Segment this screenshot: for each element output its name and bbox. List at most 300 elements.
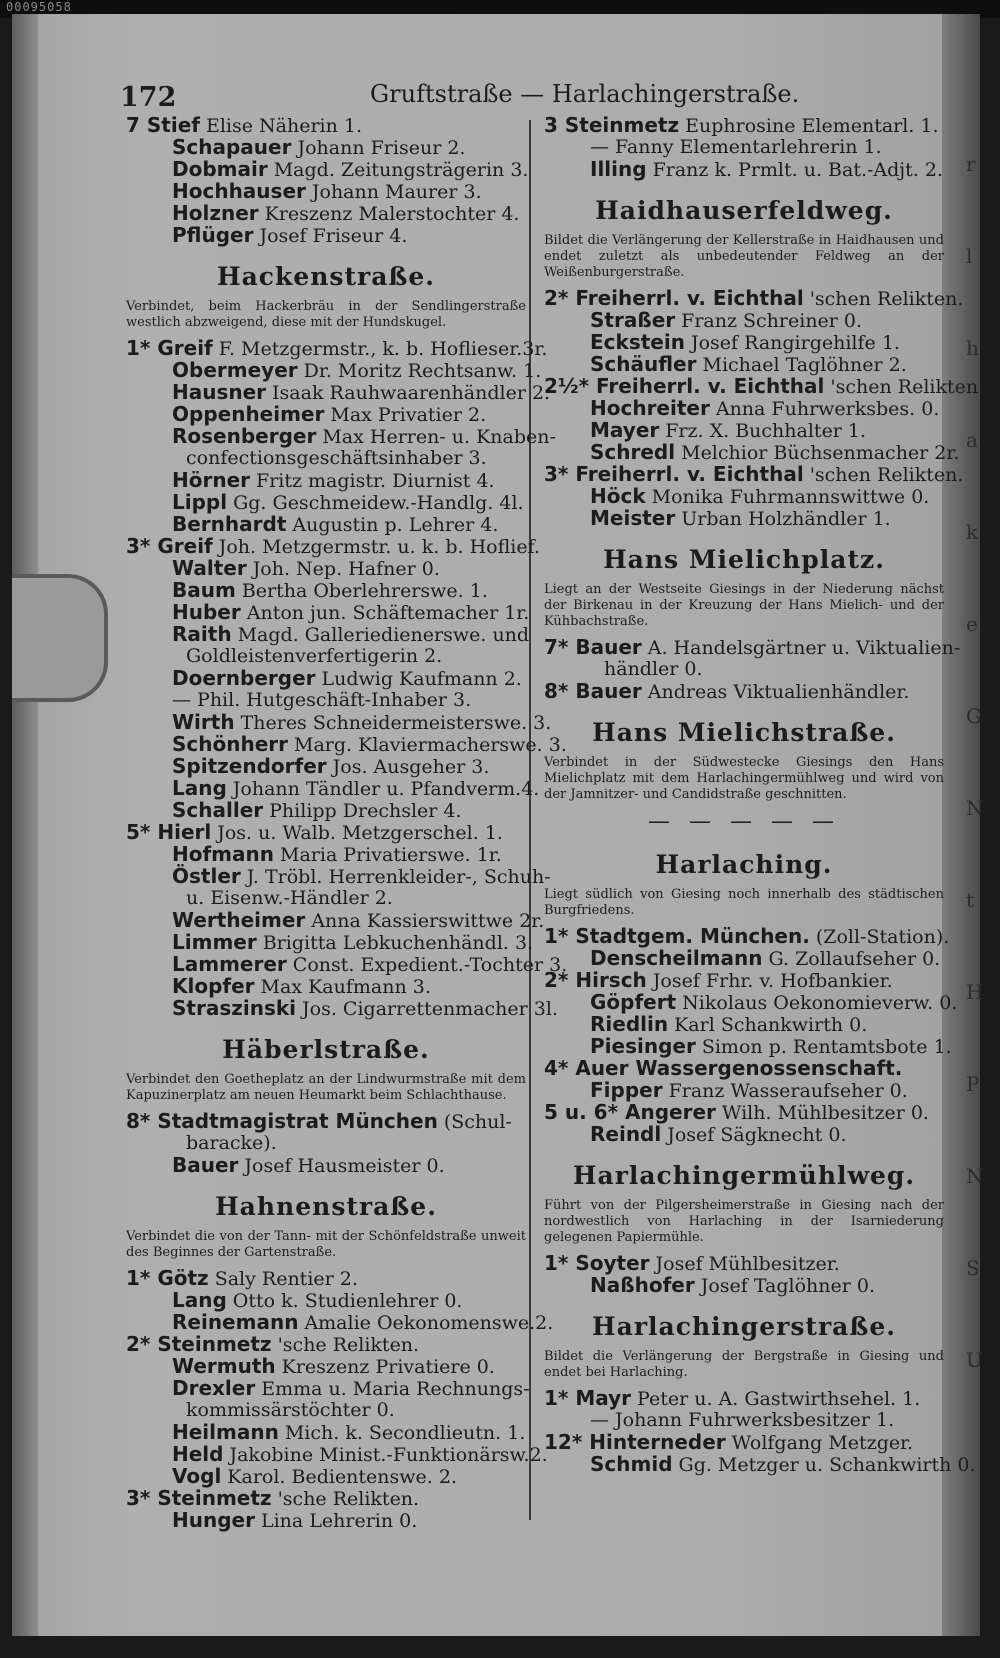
directory-entry (126, 1267, 526, 1289)
house-number: 3* (126, 1486, 158, 1510)
directory-entry (126, 469, 526, 491)
edge-letter: l (966, 244, 973, 268)
resident-name: Bauer (172, 1153, 239, 1177)
resident-name: Östler (172, 864, 241, 888)
resident-name: Göpfert (590, 990, 677, 1014)
directory-entry (126, 380, 551, 404)
street-heading: Hans Mielichstraße. (592, 718, 896, 747)
directory-entry (544, 114, 944, 136)
resident-name: Hochhauser (172, 179, 306, 203)
resident-name: Götz (157, 1266, 209, 1290)
street-heading: Hans Mielichplatz. (603, 545, 885, 574)
section-dashes: — — — — — (648, 809, 840, 834)
house-number: 1* (126, 1266, 158, 1290)
resident-name: Greif (157, 336, 213, 360)
resident-name: Holzner (172, 201, 259, 225)
directory-entry (126, 579, 526, 601)
resident-detail: Joh. Nep. Hafner 0. (252, 558, 440, 580)
street-description: Verbindet den Goetheplatz an der Lindwurmstraße mit dem Kapuzinerplatz am neuen Heumarkt beim Schlachthause. (126, 1072, 526, 1103)
resident-detail: Josef Mühlbesitzer. (655, 1253, 840, 1275)
resident-detail: (Zoll-Station). (815, 926, 950, 948)
page-number: 172 (120, 82, 177, 113)
resident-name: Stadtgem. München. (575, 924, 810, 948)
resident-detail: Melchior Büchsenmacher 2r. (681, 442, 960, 464)
resident-detail: Franz k. Prmlt. u. Bat.-Adjt. 2. (652, 159, 944, 181)
resident-detail: Max Privatier 2. (330, 404, 487, 426)
scan-code: 00095058 (6, 0, 72, 14)
directory-entry (544, 1034, 952, 1058)
resident-detail: Euphrosine Elementarl. 1. (685, 115, 939, 137)
entry-continuation: baracke). (186, 1132, 277, 1154)
street-description: Liegt an der Westseite Giesings in der Niederung nächst der Birkenau in der Kreuzung der Hans Mielich- und der Kühbachstraße. (544, 582, 944, 629)
directory-entry (126, 534, 540, 558)
edge-letter: H (966, 980, 984, 1004)
directory-entry (126, 1310, 554, 1334)
resident-name: Obermeyer (172, 358, 298, 382)
resident-detail: — Johann Fuhrwerksbesitzer 1. (590, 1409, 895, 1431)
directory-entry (544, 947, 944, 969)
resident-name: Schäufler (590, 352, 697, 376)
resident-name: Bauer (575, 635, 642, 659)
resident-name: Steinmetz (157, 1332, 272, 1356)
directory-entry (126, 1487, 526, 1509)
edge-letter: r (966, 152, 976, 176)
directory-entry (544, 990, 958, 1014)
directory-entry (544, 353, 944, 375)
resident-detail: Kreszenz Malerstochter 4. (264, 203, 520, 225)
resident-name: Denscheilmann (590, 946, 763, 970)
directory-entry (126, 557, 526, 579)
resident-name: Naßhofer (590, 1273, 695, 1297)
resident-detail: Otto k. Studienlehrer 0. (232, 1290, 463, 1312)
resident-detail: Theres Schneidermeisterswe. 3. (240, 712, 552, 734)
resident-name: Fipper (590, 1078, 663, 1102)
resident-detail: Elise Näherin 1. (205, 115, 363, 137)
resident-name: Mayr (575, 1386, 632, 1410)
resident-detail: Philipp Drechsler 4. (269, 800, 462, 822)
directory-entry (126, 1355, 526, 1377)
directory-entry (544, 158, 944, 180)
directory-entry (126, 821, 526, 843)
resident-name: Lammerer (172, 952, 287, 976)
resident-name: Lippl (172, 490, 228, 514)
resident-detail: Jos. Ausgeher 3. (332, 756, 490, 778)
resident-detail: Const. Expedient.-Tochter 3. (292, 954, 568, 976)
resident-detail: Max Herren- u. Knaben- (322, 426, 556, 448)
resident-detail: (Schul- (443, 1111, 512, 1133)
resident-detail: G. Zollaufseher 0. (768, 948, 941, 970)
resident-name: Soyter (575, 1251, 650, 1275)
resident-detail: Johann Maurer 3. (311, 181, 482, 203)
street-heading: Haidhauserfeldweg. (595, 196, 893, 225)
directory-entry (544, 1057, 944, 1079)
street-heading: Häberlstraße. (222, 1035, 430, 1064)
edge-letter: P (966, 1072, 980, 1096)
resident-detail: Lina Lehrerin 0. (260, 1510, 418, 1532)
resident-detail: Anton jun. Schäftemacher 1r. (246, 602, 530, 624)
resident-name: Steinmetz (157, 1486, 272, 1510)
directory-entry (126, 491, 526, 513)
resident-detail: Wilh. Mühlbesitzer 0. (721, 1102, 929, 1124)
house-number: 12* (544, 1430, 590, 1454)
resident-name: Baum (172, 578, 236, 602)
resident-detail: Ludwig Kaufmann 2. (321, 668, 522, 690)
house-number: 3* (126, 534, 158, 558)
resident-detail: Isaak Rauhwaarenhändler 2. (272, 382, 551, 404)
street-description: Liegt südlich von Giesing noch innerhalb des städtischen Burgfriedens. (544, 887, 944, 918)
resident-name: Freiherrl. v. Eichthal (575, 462, 804, 486)
resident-name: Hofmann (172, 842, 274, 866)
edge-fragments (966, 150, 996, 1438)
resident-name: Wertheimer (172, 908, 306, 932)
directory-entry (544, 1252, 944, 1274)
resident-detail: Frz. X. Buchhalter 1. (665, 420, 867, 442)
directory-entry (544, 1123, 944, 1145)
resident-name: Freiherrl. v. Eichthal (575, 286, 804, 310)
directory-entry (544, 462, 964, 486)
edge-letter: h (966, 336, 979, 360)
edge-letter: S (966, 1256, 980, 1280)
edge-letter: N (966, 1164, 984, 1188)
resident-name: Pflüger (172, 223, 254, 247)
directory-entry (544, 1013, 944, 1035)
resident-detail: Karl Schankwirth 0. (674, 1014, 868, 1036)
page-header (120, 76, 920, 116)
resident-detail: Josef Frhr. v. Hofbankier. (652, 970, 893, 992)
directory-entry (126, 622, 530, 646)
resident-name: Rosenberger (172, 424, 317, 448)
resident-detail: Johann Friseur 2. (297, 137, 466, 159)
directory-entry (126, 843, 526, 865)
house-number: 2* (544, 286, 576, 310)
resident-detail: Franz Schreiner 0. (681, 310, 863, 332)
resident-name: Reinemann (172, 1310, 299, 1334)
resident-detail: Fritz magistr. Diurnist 4. (256, 470, 495, 492)
house-number: 7* (544, 635, 576, 659)
street-heading: Harlachingermühlweg. (572, 1161, 916, 1190)
resident-name: Illing (590, 157, 647, 181)
directory-entry (126, 689, 526, 711)
directory-entry (544, 969, 944, 991)
directory-entry (126, 336, 548, 360)
resident-detail: Peter u. A. Gastwirthsehel. 1. (637, 1388, 921, 1410)
resident-name: Huber (172, 600, 241, 624)
book-spine (12, 14, 38, 1636)
directory-entry (544, 507, 944, 529)
directory-entry (126, 1333, 526, 1355)
directory-entry (544, 397, 944, 419)
resident-detail: Wolfgang Metzger. (731, 1432, 914, 1454)
resident-name: Held (172, 1442, 224, 1466)
resident-detail: Amalie Oekonomenswe.2. (304, 1312, 554, 1334)
directory-entry (126, 202, 526, 224)
resident-detail: Anna Kassierswittwe 2r. (311, 910, 545, 932)
house-number: 3* (544, 462, 576, 486)
resident-detail: Anna Fuhrwerksbes. 0. (715, 398, 940, 420)
street-description: Verbindet die von der Tann- mit der Schönfeldstraße unweit des Beginnes der Gartenstraße. (126, 1229, 526, 1260)
resident-detail: Michael Taglöhner 2. (702, 354, 907, 376)
resident-detail: Johann Tändler u. Pfandverm.4. (232, 778, 540, 800)
street-description: Bildet die Verlängerung der Kellerstraße in Haidhausen und endet zuletzt als unbedeutender Feldweg an der Weißenburgerstraße. (544, 233, 944, 280)
resident-name: Raith (172, 622, 232, 646)
directory-entry (126, 864, 551, 888)
directory-entry (126, 710, 552, 734)
directory-entry (544, 1409, 944, 1431)
resident-detail: Josef Rangirgehilfe 1. (690, 332, 900, 354)
house-number: 8* (126, 1109, 158, 1133)
entry-continuation: kommissärstöchter 0. (186, 1399, 395, 1421)
street-heading: Hahnenstraße. (215, 1192, 437, 1221)
directory-entry (126, 799, 526, 821)
house-number: 8* (544, 679, 576, 703)
house-number: 1* (126, 336, 158, 360)
directory-entry (126, 732, 567, 756)
directory-entry (544, 286, 964, 310)
resident-name: Lang (172, 1288, 227, 1312)
page-tab (12, 574, 108, 702)
resident-detail: Gg. Metzger u. Schankwirth 0. (678, 1454, 976, 1476)
resident-detail: Jos. Cigarrettenmacher 3l. (302, 998, 558, 1020)
directory-entry (126, 114, 526, 136)
resident-detail: — Phil. Hutgeschäft-Inhaber 3. (172, 689, 472, 711)
resident-detail: Josef Hausmeister 0. (244, 1155, 445, 1177)
resident-detail: Nikolaus Oekonomieverw. 0. (682, 992, 958, 1014)
directory-entry (126, 667, 526, 689)
resident-detail: — Fanny Elementarlehrerin 1. (590, 136, 882, 158)
street-description: Führt von der Pilgersheimerstraße in Giesing nach der nordwestlich von Harlaching in der Isarniederung gelegenen Papiermühle. (544, 1198, 944, 1245)
resident-name: Heilmann (172, 1420, 279, 1444)
resident-name: Wirth (172, 710, 235, 734)
directory-entry (544, 374, 985, 398)
resident-name: Reindl (590, 1122, 662, 1146)
resident-name: Spitzendorfer (172, 754, 327, 778)
resident-detail: Franz Wasseraufseher 0. (668, 1080, 908, 1102)
resident-name: Vogl (172, 1464, 222, 1488)
right-column (544, 113, 985, 1476)
resident-name: Freiherrl. v. Eichthal (596, 374, 825, 398)
resident-detail: Augustin p. Lehrer 4. (292, 514, 499, 536)
directory-entry (126, 136, 526, 158)
resident-detail: Bertha Oberlehrerswe. 1. (241, 580, 488, 602)
resident-name: Angerer (625, 1100, 716, 1124)
house-number: 5* (126, 820, 158, 844)
resident-name: Schönherr (172, 732, 289, 756)
house-number: 7 (126, 113, 147, 137)
resident-detail: Urban Holzhändler 1. (681, 508, 891, 530)
directory-entry (126, 358, 542, 382)
resident-detail: Josef Taglöhner 0. (700, 1275, 876, 1297)
resident-detail: Max Kaufmann 3. (260, 976, 431, 998)
resident-name: Greif (157, 534, 213, 558)
resident-detail: Gg. Geschmeidew.-Handlg. 4l. (233, 492, 524, 514)
resident-name: Straszinski (172, 996, 297, 1020)
entry-continuation: händler 0. (604, 658, 703, 680)
directory-entry (126, 157, 529, 181)
resident-name: Schredl (590, 440, 676, 464)
directory-entry (126, 1154, 526, 1176)
entry-continuation: Goldleistenverfertigerin 2. (186, 645, 443, 667)
resident-detail: F. Metzgermstr., k. b. Hoflieser.3r. (218, 338, 548, 360)
street-description: Verbindet in der Südwestecke Giesings den Hans Mielichplatz mit dem Harlachingermühlweg und wird von der Jamnitzer- und Candidstraße geschnitten. (544, 755, 944, 802)
house-number: 1* (544, 1251, 576, 1275)
directory-entry (126, 1442, 548, 1466)
resident-name: Steinmetz (564, 113, 680, 137)
resident-name: Hochreiter (590, 396, 710, 420)
resident-name: Riedlin (590, 1012, 669, 1036)
directory-entry (126, 180, 526, 202)
resident-detail: Jakobine Minist.-Funktionärsw.2. (229, 1444, 548, 1466)
directory-entry (126, 776, 540, 800)
entry-continuation: confectionsgeschäftsinhaber 3. (186, 447, 487, 469)
directory-entry (544, 635, 961, 659)
directory-entry (126, 1110, 526, 1132)
directory-entry (544, 331, 944, 353)
directory-entry (544, 1431, 944, 1453)
resident-name: Bernhardt (172, 512, 287, 536)
directory-entry (126, 930, 534, 954)
resident-name: Wermuth (172, 1354, 276, 1378)
resident-name: Höck (590, 484, 646, 508)
street-heading: Harlaching. (655, 850, 833, 879)
directory-entry (544, 309, 944, 331)
resident-name: Walter (172, 556, 247, 580)
resident-detail: Mich. k. Secondlieutn. 1. (284, 1422, 526, 1444)
resident-name: Hierl (157, 820, 212, 844)
resident-detail: 'schen Relikten. (809, 464, 964, 486)
resident-name: Oppenheimer (172, 402, 325, 426)
directory-entry (126, 952, 568, 976)
resident-detail: 'sche Relikten. (277, 1334, 420, 1356)
resident-name: Eckstein (590, 330, 685, 354)
house-number: 2* (544, 968, 576, 992)
directory-entry (126, 755, 526, 777)
directory-entry (126, 975, 526, 997)
edge-letter: N (966, 796, 984, 820)
house-number: 3 (544, 113, 565, 137)
house-number: 1* (544, 924, 576, 948)
resident-name: Piesinger (590, 1034, 696, 1058)
directory-entry (544, 485, 944, 507)
resident-detail: 'schen Relikten. (809, 288, 964, 310)
directory-entry (126, 908, 545, 932)
resident-name: Klopfer (172, 974, 255, 998)
resident-name: Meister (590, 506, 676, 530)
directory-entry (126, 403, 526, 425)
street-heading: Hackenstraße. (216, 262, 436, 291)
directory-entry (126, 513, 526, 535)
resident-name: Doernberger (172, 666, 316, 690)
directory-entry (126, 224, 526, 246)
directory-entry (126, 1376, 530, 1400)
street-heading: Harlachingerstraße. (592, 1312, 896, 1341)
resident-name: Schaller (172, 798, 264, 822)
resident-name: Straßer (590, 308, 676, 332)
resident-name: Hunger (172, 1508, 255, 1532)
resident-name: Hirsch (575, 968, 647, 992)
resident-detail: Brigitta Lebkuchenhändl. 3. (262, 932, 534, 954)
resident-detail: Maria Privatierswe. 1r. (280, 844, 502, 866)
resident-detail: A. Handelsgärtner u. Viktualien- (647, 637, 961, 659)
directory-entry (126, 1421, 526, 1443)
resident-name: Lang (172, 776, 227, 800)
resident-name: Stief (146, 113, 200, 137)
resident-detail: Josef Friseur 4. (259, 225, 408, 247)
directory-entry (544, 680, 944, 702)
resident-detail: Marg. Klaviermacherswe. 3. (294, 734, 567, 756)
edge-letter: G (966, 704, 982, 728)
directory-entry (126, 1509, 526, 1531)
resident-name: Auer Wassergenossenschaft. (575, 1056, 903, 1080)
street-description: Bildet die Verlängerung der Bergstraße in Giesing und endet bei Harlaching. (544, 1349, 944, 1380)
street-description: Verbindet, beim Hackerbräu in der Sendlingerstraße westlich abzweigend, diese mit der Hundskugel. (126, 299, 526, 330)
resident-name: Hinterneder (589, 1430, 726, 1454)
edge-letter: a (966, 428, 978, 452)
house-number: 2* (126, 1332, 158, 1356)
resident-detail: Magd. Zeitungsträgerin 3. (273, 159, 529, 181)
running-head: Gruftstraße — Harlachingerstraße. (370, 80, 800, 108)
resident-detail: Karol. Bedientenswe. 2. (227, 1466, 458, 1488)
resident-detail: Magd. Galleriedienerswe. und (237, 624, 530, 646)
directory-entry (544, 1079, 944, 1101)
directory-entry (544, 1101, 944, 1123)
resident-name: Limmer (172, 930, 257, 954)
directory-entry (126, 1465, 526, 1487)
resident-detail: Emma u. Maria Rechnungs- (261, 1378, 530, 1400)
resident-name: Schmid (590, 1452, 673, 1476)
resident-name: Mayer (590, 418, 660, 442)
resident-name: Hörner (172, 468, 251, 492)
directory-entry (544, 924, 950, 948)
house-number: 5 u. 6* (544, 1100, 626, 1124)
resident-detail: Joh. Metzgermstr. u. k. b. Hoflief. (218, 536, 540, 558)
edge-letter: k (966, 520, 979, 544)
house-number: 4* (544, 1056, 576, 1080)
resident-name: Hausner (172, 380, 267, 404)
directory-entry (544, 419, 944, 441)
house-number: 1* (544, 1386, 576, 1410)
directory-entry (544, 1452, 976, 1476)
directory-entry (544, 1387, 944, 1409)
resident-detail: Kreszenz Privatiere 0. (281, 1356, 495, 1378)
resident-detail: Jos. u. Walb. Metzgerschel. 1. (217, 822, 503, 844)
directory-entry (126, 600, 530, 624)
house-number: 2½* (544, 374, 597, 398)
directory-entry (544, 1274, 944, 1296)
directory-entry (126, 1289, 526, 1311)
entry-continuation: u. Eisenw.-Händler 2. (186, 887, 393, 909)
resident-name: Drexler (172, 1376, 256, 1400)
column-divider (529, 120, 531, 1520)
resident-detail: Saly Rentier 2. (214, 1268, 358, 1290)
resident-detail: 'schen Relikten. (830, 376, 985, 398)
resident-detail: J. Tröbl. Herrenkleider-, Schuh- (246, 866, 551, 888)
directory-entry (126, 424, 556, 448)
resident-detail: 'sche Relikten. (277, 1488, 420, 1510)
resident-name: Bauer (575, 679, 642, 703)
directory-entry (544, 440, 960, 464)
resident-detail: Dr. Moritz Rechtsanw. 1. (303, 360, 542, 382)
edge-letter: U (966, 1348, 983, 1372)
resident-name: Schapauer (172, 135, 292, 159)
resident-name: Stadtmagistrat München (157, 1109, 438, 1133)
resident-detail: Monika Fuhrmannswittwe 0. (651, 486, 930, 508)
resident-detail: Andreas Viktualienhändler. (647, 681, 910, 703)
resident-detail: Simon p. Rentamtsbote 1. (701, 1036, 952, 1058)
edge-letter: t (966, 888, 975, 912)
directory-entry (544, 136, 944, 158)
edge-letter: e (966, 612, 978, 636)
resident-name: Dobmair (172, 157, 268, 181)
